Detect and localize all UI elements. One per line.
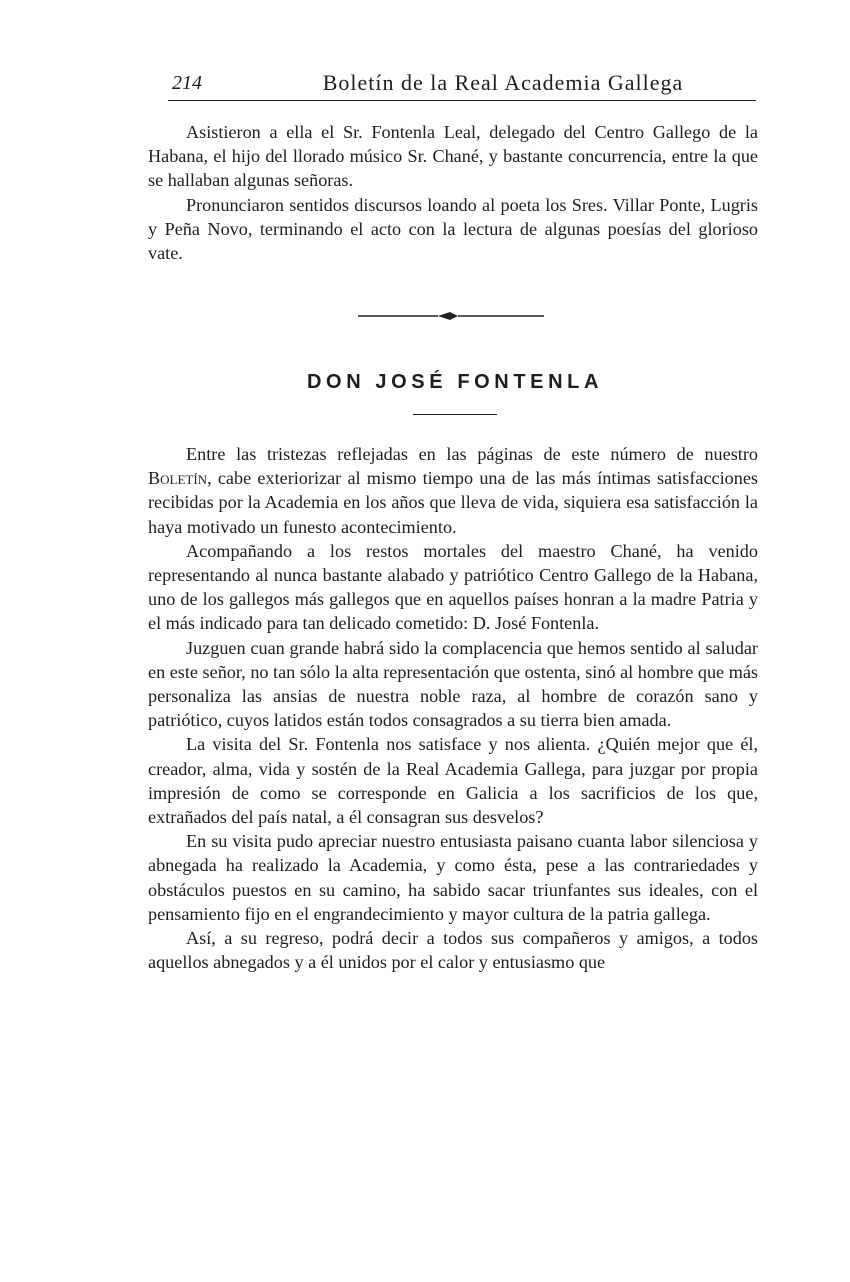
section-title: DON JOSÉ FONTENLA (307, 371, 603, 393)
paragraph-text: Entre las tristezas reflejadas en las páginas de este número de nuestro (186, 444, 758, 464)
intro-paragraph: Asistieron a ella el Sr. Fontenla Leal, delegado del Centro Gallego de la Habana, el hijo del llorado músico Sr. Chané, y bastante concurrencia, entre la que se hallaban algunas señoras. (148, 122, 758, 191)
article-paragraph: Así, a su regreso, podrá decir a todos sus compañeros y amigos, a todos aquellos abnegados y a él unidos por el calor y entusiasmo que (148, 928, 758, 973)
article-paragraph (148, 442, 758, 539)
journal-name: Boletín (148, 468, 208, 489)
intro-paragraph: Pronunciaron sentidos discursos loando al poeta los Sres. Villar Ponte, Lugris y Peña Novo, terminando el acto con la lectura de algunas poesías del glorioso vate. (148, 194, 758, 264)
running-title: Boletín de la Real Academia Gallega (322, 70, 684, 95)
intro-text-block (148, 120, 758, 265)
ornament-divider-icon (358, 306, 544, 326)
article-paragraph: La visita del Sr. Fontenla nos satisface y nos alienta. ¿Quién mejor que él, creador, alma, vida y sostén de la Real Academia Gallega, para juzgar por propia impresión de como se corresponde en Galicia a los sacrificios de los que, extrañados del país natal, a él consagran sus desvelos? (148, 734, 758, 828)
header-rule (168, 100, 756, 101)
title-rule (413, 414, 497, 415)
paragraph-text: , cabe exteriorizar al mismo tiempo una de las más íntimas satisfacciones recibidas por la Academia en los años que lleva de vida, siquiera esa satisfacción la haya motivado un funesto acontecimiento. (148, 468, 758, 537)
article-paragraph: En su visita pudo apreciar nuestro entusiasta paisano cuanta labor silenciosa y abnegada ha realizado la Academia, y como ésta, pese a las contrariedades y obstáculos puestos en su camino, ha sabido sacar triunfantes sus ideales, con el pensamiento fijo en el engrandecimiento y mayor cultura de la patria gallega. (148, 831, 758, 924)
page-number: 214 (172, 72, 202, 94)
article-paragraph: Acompañando a los restos mortales del maestro Chané, ha venido representando al nunca bastante alabado y patriótico Centro Gallego de la Habana, uno de los gallegos más gallegos que en aquellos países honran a la madre Patria y el más indicado para tan delicado cometido: D. José Fontenla. (148, 540, 758, 634)
article-text-block (148, 442, 758, 974)
page-header (168, 70, 756, 100)
article-paragraph: Juzguen cuan grande habrá sido la complacencia que hemos sentido al saludar en este señor, no tan sólo la alta representación que ostenta, sinó al hombre que más personaliza las ansias de nuestra noble raza, al hombre de corazón sano y patriótico, cuyos latidos están todos consagrados a su tierra bien amada. (148, 637, 758, 731)
